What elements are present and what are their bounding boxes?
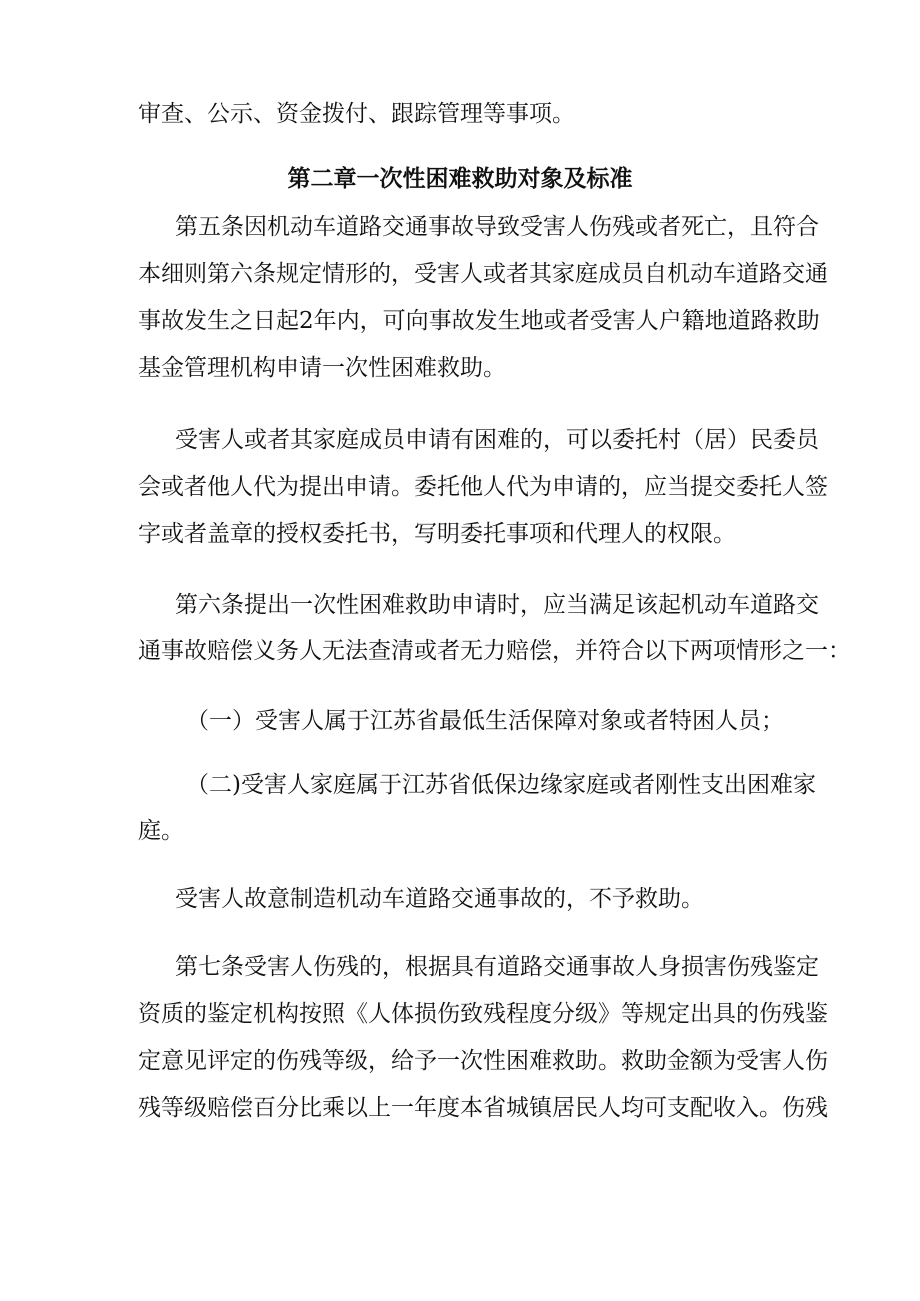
paragraph-line: 基金管理机构申请一次性困难救助。 <box>138 355 506 381</box>
paragraph-line: 庭。 <box>138 818 184 844</box>
paragraph-line: 审查、公示、资金拨付、跟踪管理等事项。 <box>138 101 575 127</box>
list-item: （二)受害人家庭属于江苏省低保边缘家庭或者刚性支出困难家 <box>186 772 816 798</box>
paragraph-line: 字或者盖章的授权委托书，写明委托事项和代理人的权限。 <box>138 521 736 547</box>
paragraph-line: 本细则第六条规定情形的，受害人或者其家庭成员自机动车道路交通 <box>138 261 828 287</box>
paragraph-line: 第五条因机动车道路交通事故导致受害人伤残或者死亡，且符合 <box>175 214 819 240</box>
paragraph-line: 第六条提出一次性困难救助申请时，应当满足该起机动车道路交 <box>175 592 819 618</box>
paragraph-line: 受害人或者其家庭成员申请有困难的，可以委托村（居）民委员 <box>175 427 819 453</box>
chapter-heading: 第二章一次性困难救助对象及标准 <box>287 165 633 192</box>
paragraph-line: 资质的鉴定机构按照《人体损伤致残程度分级》等规定出具的伤残鉴 <box>138 1001 828 1027</box>
paragraph-line: 第七条受害人伤残的，根据具有道路交通事故人身损害伤残鉴定 <box>175 954 819 980</box>
paragraph-line: 受害人故意制造机动车道路交通事故的，不予救助。 <box>175 886 704 912</box>
paragraph-line: 会或者他人代为提出申请。委托他人代为申请的，应当提交委托人签 <box>138 474 828 500</box>
list-item: （一）受害人属于江苏省最低生活保障对象或者特困人员； <box>186 708 784 734</box>
paragraph-line: 事故发生之日起2年内，可向事故发生地或者受害人户籍地道路救助 <box>138 308 820 334</box>
paragraph-line: 残等级赔偿百分比乘以上一年度本省城镇居民人均可支配收入。伤残 <box>138 1095 828 1121</box>
paragraph-line: 通事故赔偿义务人无法查清或者无力赔偿，并符合以下两项情形之一： <box>138 638 851 664</box>
paragraph-line: 定意见评定的伤残等级，给予一次性困难救助。救助金额为受害人伤 <box>138 1048 828 1074</box>
